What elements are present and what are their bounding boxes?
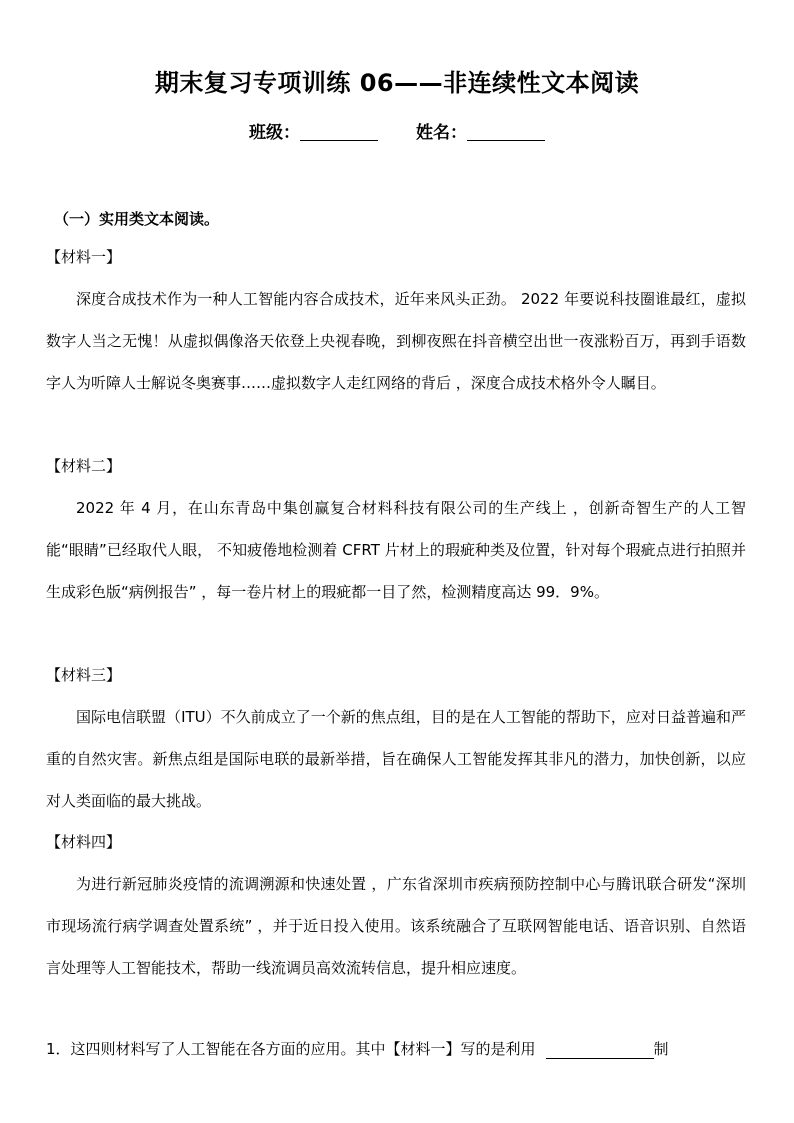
material-2-text: 2022 年 4 月，在山东青岛中集创赢复合材料科技有限公司的生产线上 ，创新奇智生产的人工智能“眼睛”已经取代人眼， 不知疲倦地检测着 CFRT 片材上的瑕疵种类及位置，针对每个瑕疵点进行拍照并生成彩色版“病例报告” ，每一卷片材上的瑕疵都一目了然，检测精度高达 99．9%。 bbox=[46, 499, 746, 601]
name-label: 姓名： bbox=[416, 123, 467, 143]
material-2-label: 【材料二】 bbox=[46, 457, 122, 475]
material-1-label: 【材料一】 bbox=[46, 248, 122, 266]
page-title: 期末复习专项训练 06——非连续性文本阅读 bbox=[154, 69, 640, 97]
answer-blank[interactable] bbox=[546, 1058, 654, 1059]
question-1-text: 1．这四则材料写了人工智能在各方面的应用。其中【材料一】写的是利用 bbox=[46, 1040, 536, 1058]
class-label: 班级： bbox=[249, 123, 300, 143]
material-4-label: 【材料四】 bbox=[46, 833, 122, 851]
class-blank[interactable] bbox=[300, 140, 378, 141]
material-4-text: 为进行新冠肺炎疫情的流调溯源和快速处置 ，广东省深圳市疾病预防控制中心与腾讯联合研发“深圳市现场流行病学调查处置系统” ，并于近日投入使用。该系统融合了互联网智能电话、语音识别、自然语言处理等人工智能技术，帮助一线流调员高效流转信息，提升相应速度。 bbox=[46, 875, 746, 977]
material-3-label: 【材料三】 bbox=[46, 666, 122, 684]
material-1-text: 深度合成技术作为一种人工智能内容合成技术，近年来风头正劲。 2022 年要说科技圈谁最红，虚拟数字人当之无愧！从虚拟偶像洛天依登上央视春晚，到柳夜熙在抖音横空出世一夜涨粉百万，再到手语数字人为听障人士解说冬奥赛事……虚拟数字人走红网络的背后 ，深度合成技术格外令人瞩目。 bbox=[46, 290, 746, 392]
section-heading: （一）实用类文本阅读。 bbox=[54, 210, 220, 228]
question-1-tail: 制 bbox=[653, 1040, 669, 1058]
student-info-line bbox=[0, 118, 794, 148]
name-blank[interactable] bbox=[467, 140, 545, 141]
question-1 bbox=[46, 1028, 756, 1070]
material-3-text: 国际电信联盟（ITU）不久前成立了一个新的焦点组，目的是在人工智能的帮助下，应对日益普遍和严重的自然灾害。新焦点组是国际电联的最新举措，旨在确保人工智能发挥其非凡的潜力，加快创新，以应对人类面临的最大挑战。 bbox=[46, 708, 746, 810]
